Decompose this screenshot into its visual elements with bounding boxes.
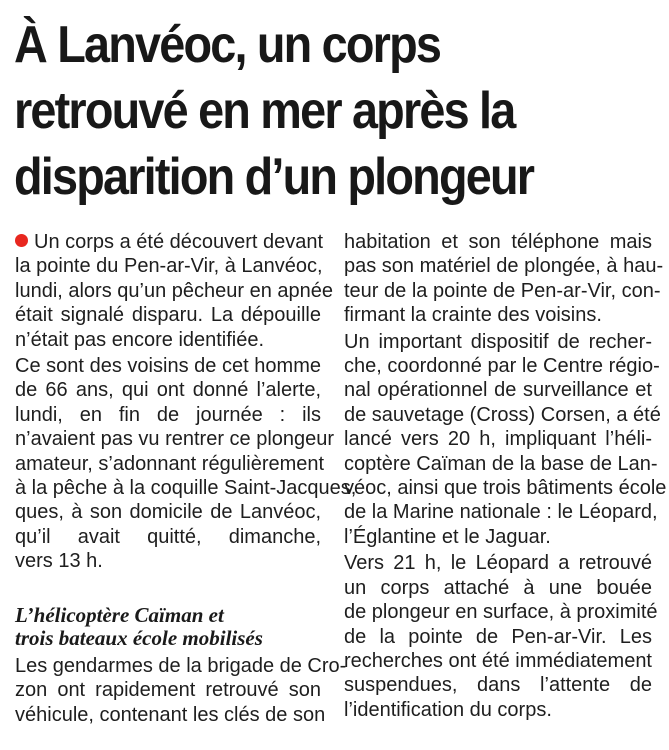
red-bullet-icon: [15, 234, 28, 247]
left-column: [15, 230, 357, 727]
headline-line: disparition d’un plongeur: [14, 148, 534, 206]
text-line: suspendues, dans l’attente de: [344, 674, 652, 697]
text-line: vers 13 h.: [15, 550, 103, 573]
text-line: lundi, en fin de journée : ils: [15, 403, 321, 426]
section-subheading: [15, 604, 321, 650]
body-paragraph: [344, 330, 667, 550]
text-line: était signalé disparu. La dépouille: [15, 304, 321, 327]
body-paragraph: [15, 354, 357, 574]
text-line: pas son matériel de plongée, à hau-: [344, 255, 664, 278]
text-line: l’Églantine et le Jaguar.: [344, 525, 551, 548]
text-line: che, coordonné par le Centre régio-: [344, 355, 660, 378]
body-paragraph: [344, 551, 658, 722]
text-line: Les gendarmes de la brigade de Cro-: [15, 654, 347, 677]
text-line: Un important dispositif de recher-: [344, 330, 652, 353]
text-line: n’était pas encore identifiée.: [15, 328, 265, 351]
headline-line: retrouvé en mer après la: [14, 82, 515, 140]
text-line: teur de la pointe de Pen-ar-Vir, con-: [344, 279, 661, 302]
subhead-line: L’hélicoptère Caïman et: [15, 602, 224, 627]
text-line: ques, à son domicile de Lanvéoc,: [15, 501, 321, 524]
text-line: véhicule, contenant les clés de son: [15, 703, 326, 726]
text-line: lancé vers 20 h, impliquant l’héli-: [344, 428, 652, 451]
article-headline: [14, 12, 595, 210]
text-line: de la Marine nationale : le Léopard,: [344, 501, 658, 524]
text-line: amateur, s’adonnant régulièrement: [15, 452, 325, 475]
text-line: Ce sont des voisins de cet homme: [15, 355, 321, 378]
text-line: habitation et son téléphone mais: [344, 231, 652, 253]
lead-paragraph: [15, 230, 334, 352]
text-line: la pointe du Pen-ar-Vir, à Lanvéoc,: [15, 255, 323, 278]
text-line: nal opérationnel de surveillance et: [344, 379, 652, 402]
body-paragraph: [344, 230, 664, 328]
body-paragraph: [15, 654, 347, 727]
text-line: coptère Caïman de la base de Lan-: [344, 452, 658, 475]
text-line: n’avaient pas vu rentrer ce plongeur: [15, 428, 335, 451]
text-line: de la pointe de Pen-ar-Vir. Les: [344, 625, 652, 648]
text-line: lundi, alors qu’un pêcheur en apnée: [15, 279, 334, 302]
text-line: zon ont rapidement retrouvé son: [15, 679, 321, 702]
text-line: recherches ont été immédiatement: [344, 649, 652, 672]
text-line: Vers 21 h, le Léopard a retrouvé: [344, 552, 652, 575]
text-line: l’identification du corps.: [344, 698, 552, 721]
text-line: Un corps a été découvert devant: [15, 230, 321, 254]
subhead-line: trois bateaux école mobilisés: [15, 625, 263, 650]
text-line: de 66 ans, qui ont donné l’alerte,: [15, 379, 321, 402]
text-line: de sauvetage (Cross) Corsen, a été: [344, 403, 661, 426]
text-line: à la pêche à la coquille Saint-Jacques,: [15, 477, 357, 500]
text-line: qu’il avait quitté, dimanche,: [15, 525, 321, 548]
text-line: firmant la crainte des voisins.: [344, 304, 602, 327]
text-line: véoc, ainsi que trois bâtiments école: [344, 477, 667, 500]
text-line: de plongeur en surface, à proximité: [344, 601, 658, 624]
text-line: un corps attaché à une bouée: [344, 576, 652, 599]
headline-line: À Lanvéoc, un corps: [14, 16, 441, 74]
right-column: [344, 230, 667, 722]
